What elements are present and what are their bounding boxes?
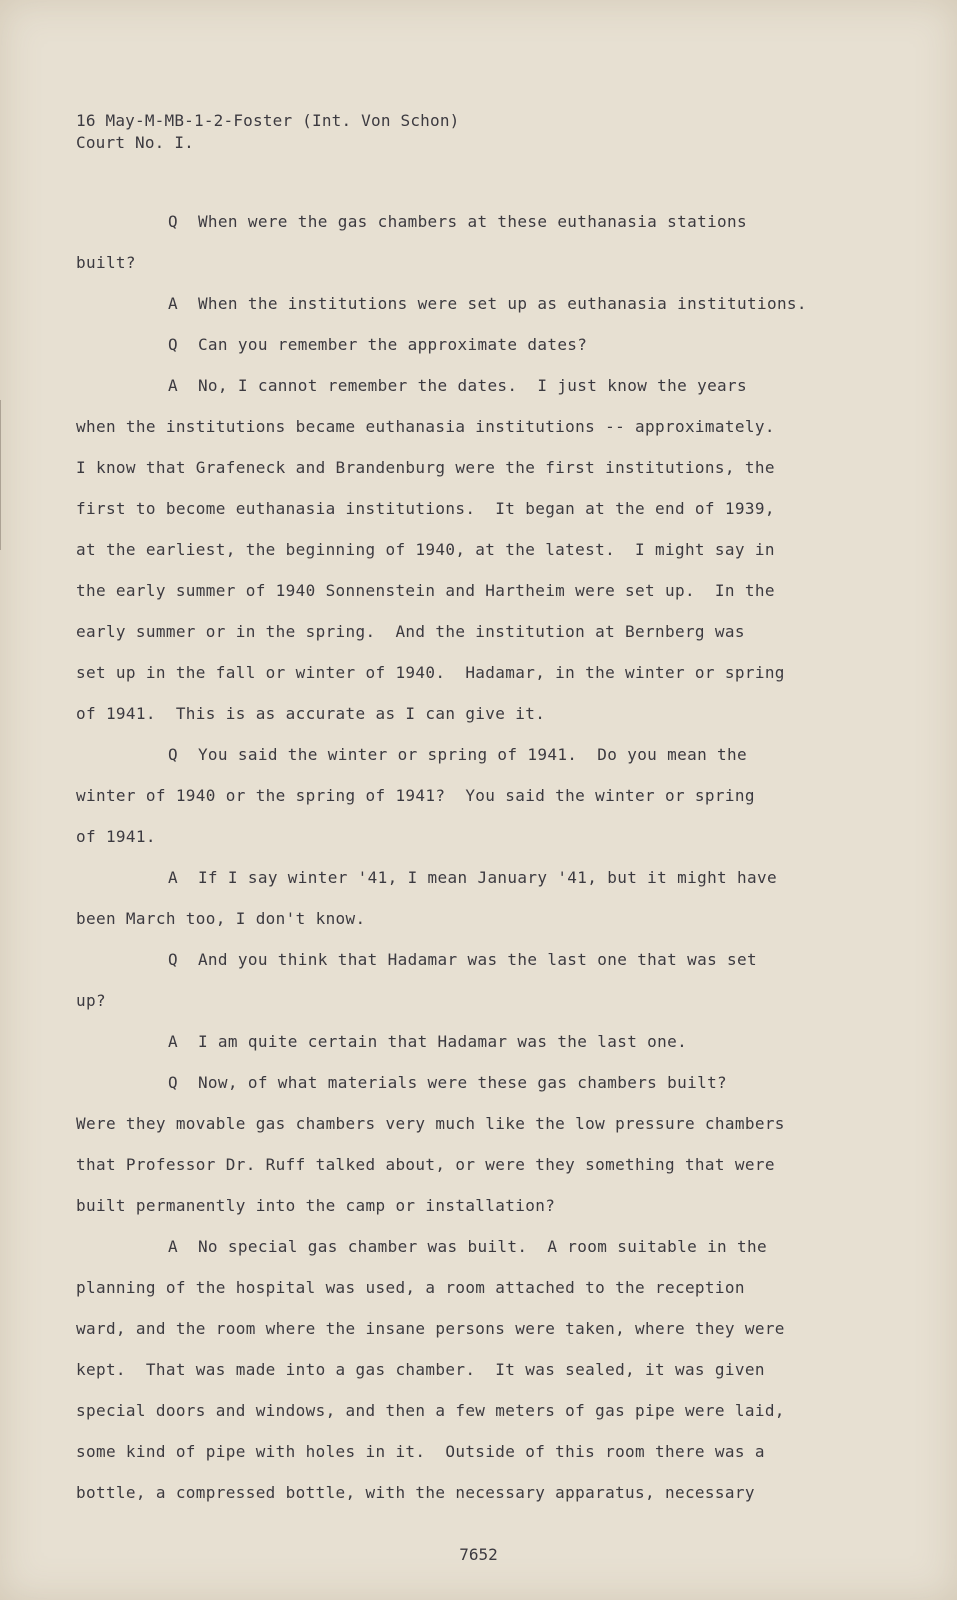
- transcript-line: Q And you think that Hadamar was the last one that was set: [168, 950, 757, 969]
- transcript-line: A If I say winter '41, I mean January '41, but it might have: [168, 868, 777, 887]
- transcript-line: early summer or in the spring. And the institution at Bernberg was: [76, 622, 745, 641]
- header-reference: 16 May-M-MB-1-2-Foster (Int. Von Schon): [76, 111, 460, 130]
- transcript-line: special doors and windows, and then a few meters of gas pipe were laid,: [76, 1401, 785, 1420]
- transcript-line: winter of 1940 or the spring of 1941? You said the winter or spring: [76, 786, 755, 805]
- transcript-line: been March too, I don't know.: [76, 909, 366, 928]
- transcript-line: A No, I cannot remember the dates. I just know the years: [168, 376, 748, 395]
- transcript-line: A I am quite certain that Hadamar was the last one.: [168, 1032, 688, 1051]
- transcript-line: Q Can you remember the approximate dates?: [168, 335, 588, 354]
- transcript-line: planning of the hospital was used, a room attached to the reception: [76, 1278, 745, 1297]
- transcript-line: some kind of pipe with holes in it. Outside of this room there was a: [76, 1442, 765, 1461]
- transcript-line: kept. That was made into a gas chamber. It was sealed, it was given: [76, 1360, 765, 1379]
- transcript-line: set up in the fall or winter of 1940. Hadamar, in the winter or spring: [76, 663, 785, 682]
- transcript-line: A No special gas chamber was built. A room suitable in the: [168, 1237, 767, 1256]
- transcript-line: A When the institutions were set up as euthanasia institutions.: [168, 294, 807, 313]
- transcript-line: built permanently into the camp or installation?: [76, 1196, 556, 1215]
- transcript-line: up?: [76, 991, 106, 1010]
- transcript-line: first to become euthanasia institutions. It began at the end of 1939,: [76, 499, 775, 518]
- transcript-line: bottle, a compressed bottle, with the necessary apparatus, necessary: [76, 1483, 755, 1502]
- transcript-line: the early summer of 1940 Sonnenstein and Hartheim were set up. In the: [76, 581, 775, 600]
- transcript-line: that Professor Dr. Ruff talked about, or were they something that were: [76, 1155, 775, 1174]
- transcript-line: built?: [76, 253, 136, 272]
- transcript-line: of 1941.: [76, 827, 156, 846]
- transcript-line: Were they movable gas chambers very much like the low pressure chambers: [76, 1114, 785, 1133]
- transcript-line: ward, and the room where the insane persons were taken, where they were: [76, 1319, 785, 1338]
- header-court: Court No. I.: [76, 133, 194, 152]
- transcript-line: Q Now, of what materials were these gas chambers built?: [168, 1073, 728, 1092]
- page-number: 7652: [459, 1545, 498, 1564]
- transcript-line: Q You said the winter or spring of 1941. Do you mean the: [168, 745, 748, 764]
- transcript-line: of 1941. This is as accurate as I can give it.: [76, 704, 546, 723]
- binding-mark: [0, 400, 11, 550]
- transcript-line: at the earliest, the beginning of 1940, at the latest. I might say in: [76, 540, 775, 559]
- transcript-line: I know that Grafeneck and Brandenburg were the first institutions, the: [76, 458, 775, 477]
- transcript-line: when the institutions became euthanasia institutions -- approximately.: [76, 417, 775, 436]
- transcript-line: Q When were the gas chambers at these euthanasia stations: [168, 212, 748, 231]
- document-header: [76, 110, 459, 154]
